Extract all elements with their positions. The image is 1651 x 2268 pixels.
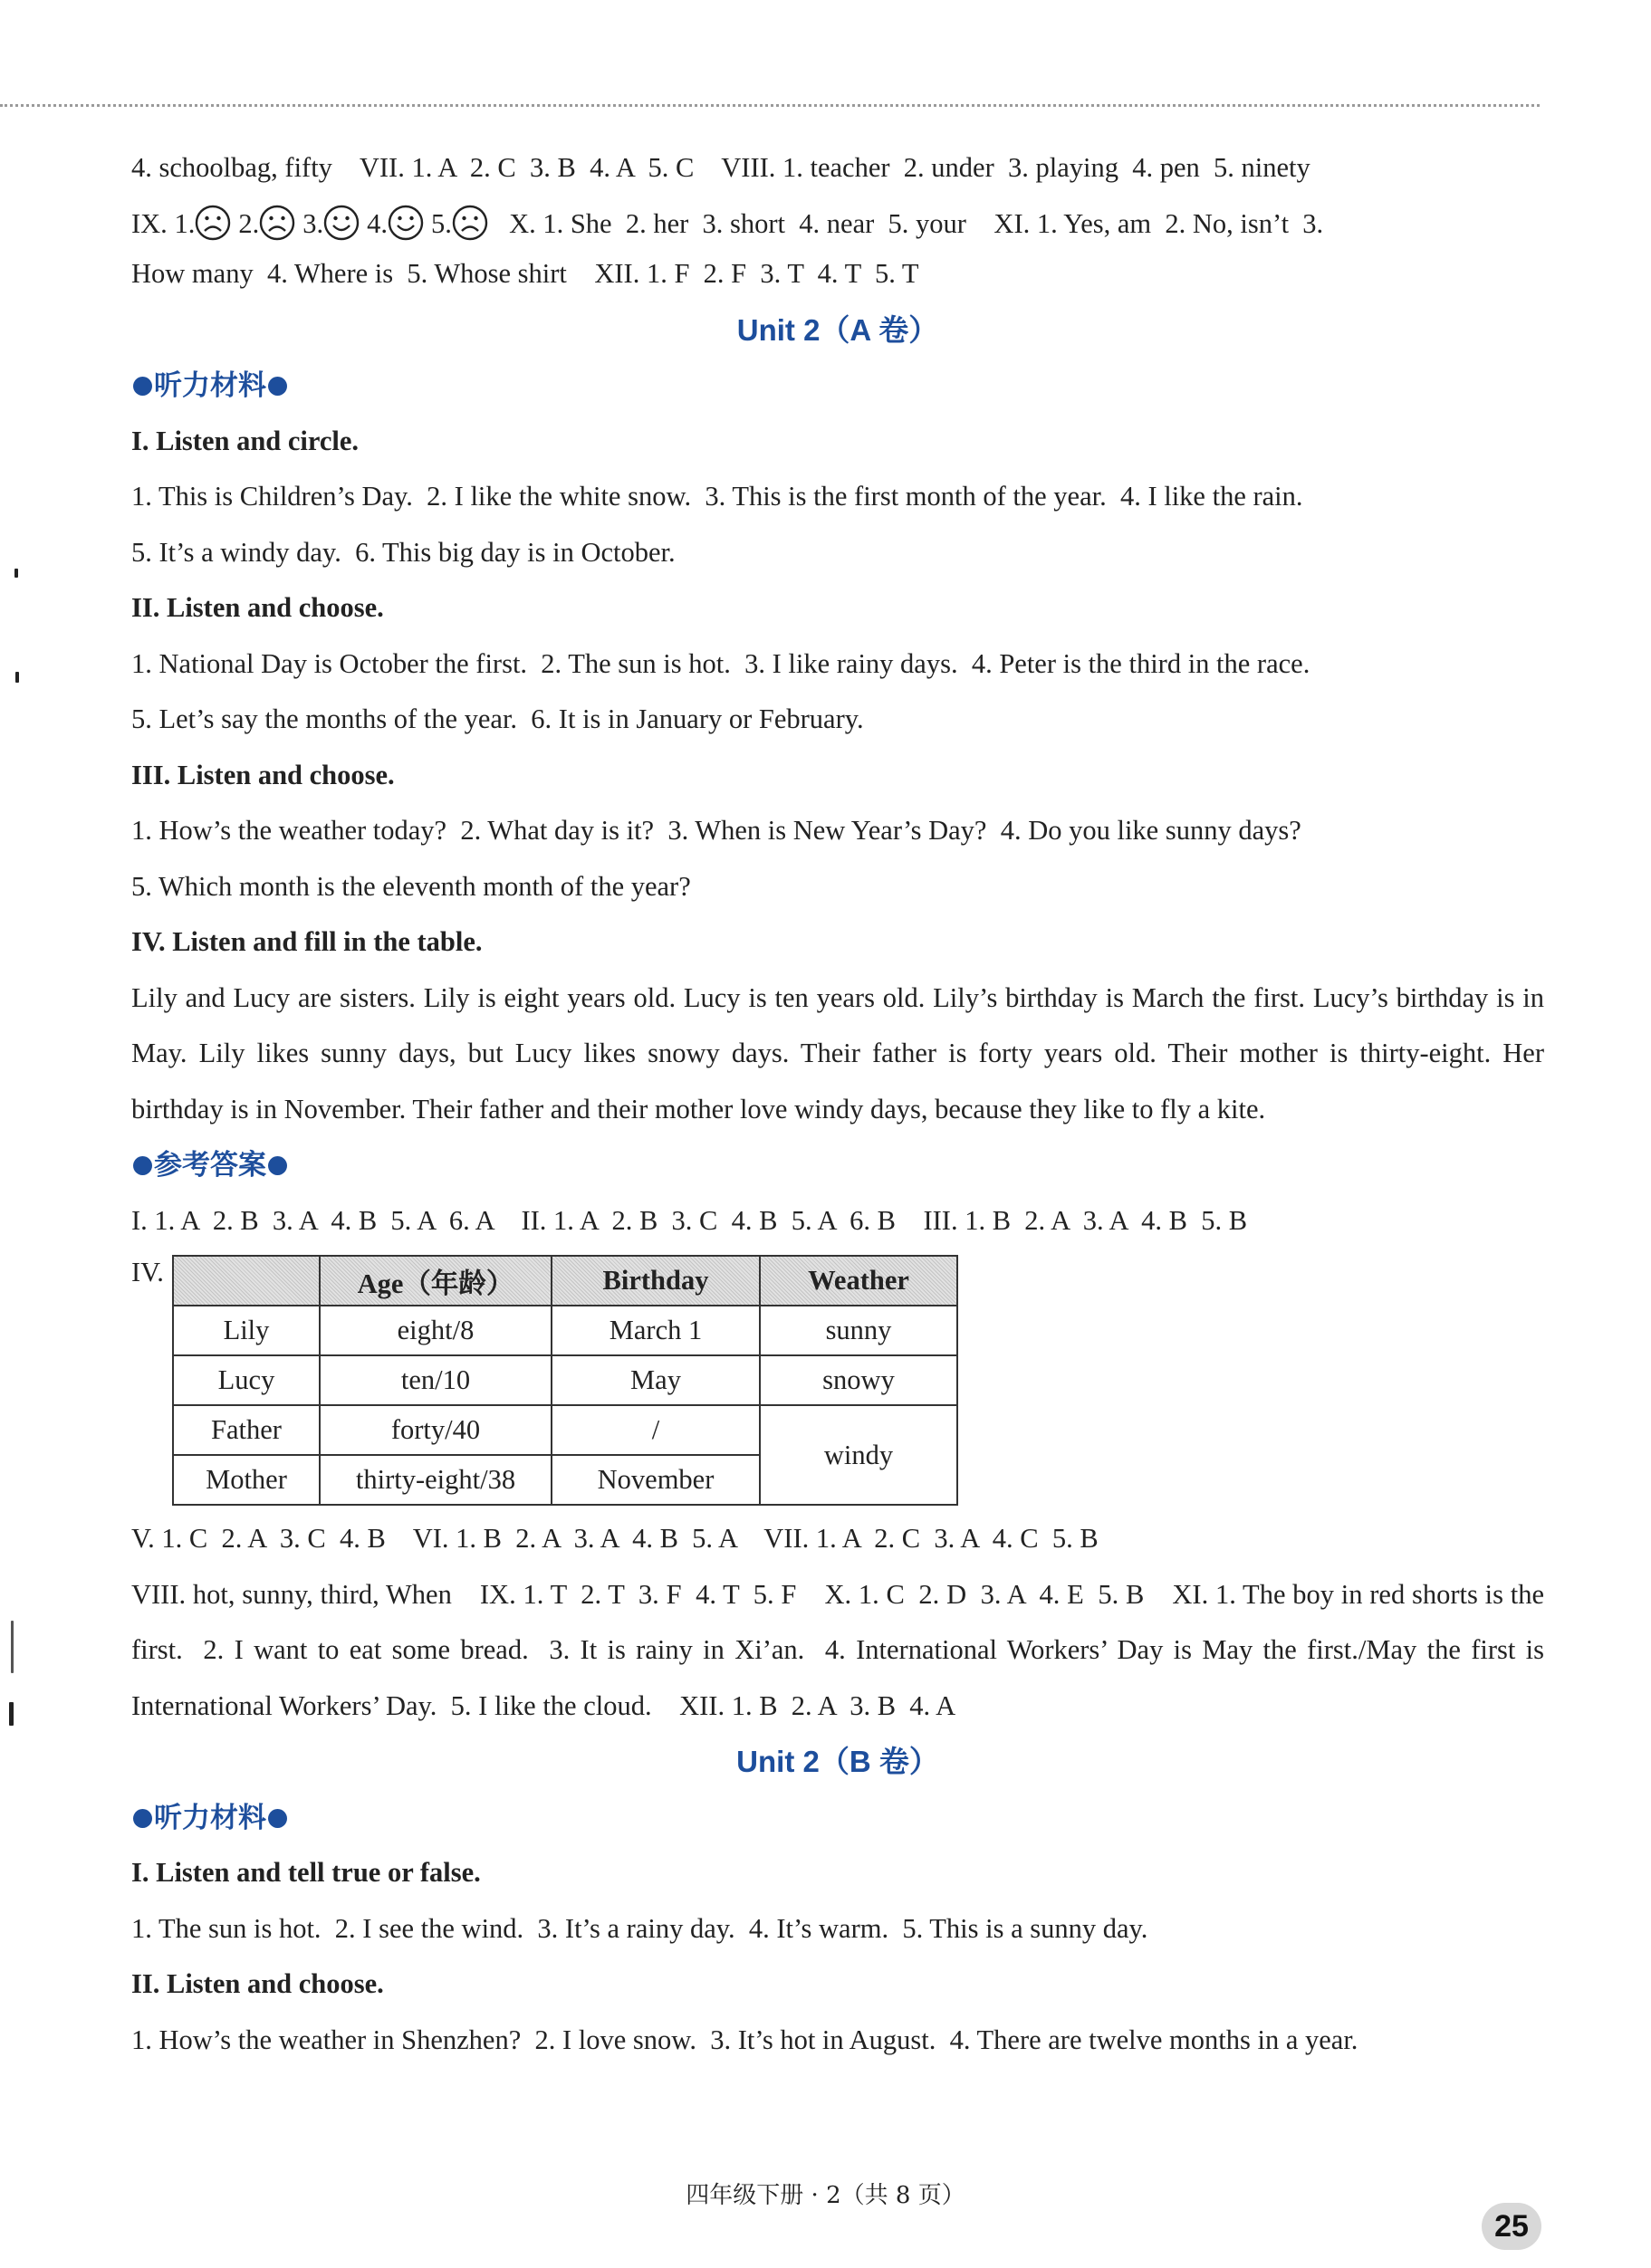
face-item	[431, 208, 495, 239]
top-dotted-rule	[0, 104, 1540, 107]
answer-line: How many 4. Where is 5. Whose shirt XII. 1. F 2. F 3. T 4. T 5. T	[131, 258, 919, 289]
face-item	[238, 208, 302, 239]
table-row	[173, 1355, 957, 1405]
table-cell: /	[552, 1405, 760, 1455]
table-cell: thirty-eight/38	[320, 1455, 552, 1505]
table-row	[173, 1405, 957, 1455]
face-item-number: 1.	[174, 207, 196, 239]
table-cell: May	[552, 1355, 760, 1405]
margin-mark	[15, 672, 19, 683]
sad-face-icon	[452, 205, 488, 241]
page-content	[131, 140, 1551, 2068]
table-cell: snowy	[760, 1355, 957, 1405]
table-header-row	[173, 1256, 957, 1306]
table-label: IV.	[131, 1257, 164, 1287]
section-heading: II. Listen and choose.	[131, 592, 384, 623]
listening-line: 1. How’s the weather today? 2. What day is it? 3. When is New Year’s Day? 4. Do you like sunny days?	[131, 815, 1301, 846]
margin-mark	[14, 569, 18, 578]
happy-face-icon	[388, 205, 424, 241]
table-cell: eight/8	[320, 1306, 552, 1355]
table-header-cell: Weather	[760, 1256, 957, 1306]
answer-table-block	[131, 1252, 1544, 1511]
table-cell: Lily	[173, 1306, 320, 1355]
table-row	[173, 1306, 957, 1355]
sad-face-icon	[195, 205, 231, 241]
table-cell: November	[552, 1455, 760, 1505]
answers-label-text: 参考答案	[154, 1149, 266, 1181]
listening-label-text: 听力材料	[154, 369, 266, 401]
answer-line-ix	[131, 196, 1544, 253]
answer-line-rest: X. 1. She 2. her 3. short 4. near 5. your XI. 1. Yes, am 2. No, isn’t 3.	[509, 207, 1324, 239]
listening-line: 1. The sun is hot. 2. I see the wind. 3. It’s a rainy day. 4. It’s warm. 5. This is a sunny day.	[131, 1912, 1148, 1944]
section-heading: I. Listen and tell true or false.	[131, 1857, 481, 1888]
listening-line: 1. How’s the weather in Shenzhen? 2. I love snow. 3. It’s hot in August. 4. There are twelve months in a year.	[131, 2024, 1358, 2055]
answers-label	[131, 1137, 1544, 1193]
bullet-dot-icon	[268, 1809, 287, 1828]
table-cell: forty/40	[320, 1405, 552, 1455]
section-heading: I. Listen and circle.	[131, 425, 360, 456]
listening-line: 5. It’s a windy day. 6. This big day is in October.	[131, 536, 676, 568]
section-heading: III. Listen and choose.	[131, 759, 395, 790]
ix-prefix: IX.	[131, 207, 168, 239]
sad-face-icon	[259, 205, 295, 241]
table-header-cell	[173, 1256, 320, 1306]
listening-label-text: 听力材料	[154, 1801, 266, 1833]
table-cell: Father	[173, 1405, 320, 1455]
listening-line: 1. National Day is October the first. 2. The sun is hot. 3. I like rainy days. 4. Peter is the third in the race.	[131, 647, 1310, 679]
bullet-dot-icon	[268, 377, 287, 396]
face-item	[367, 208, 431, 239]
section-heading: II. Listen and choose.	[131, 1968, 384, 1999]
answer-table	[172, 1255, 958, 1506]
listening-line: 5. Which month is the eleventh month of the year?	[131, 870, 691, 902]
margin-mark	[9, 1702, 14, 1726]
listening-line: 5. Let’s say the months of the year. 6. It is in January or February.	[131, 703, 864, 734]
margin-mark	[11, 1621, 14, 1673]
bullet-dot-icon	[268, 1156, 287, 1175]
listening-line: 1. This is Children’s Day. 2. I like the white snow. 3. This is the first month of the year. 4. I like the rain.	[131, 481, 1303, 512]
face-item	[302, 208, 367, 239]
answer-paragraph: VIII. hot, sunny, third, When IX. 1. T 2. T 3. F 4. T 5. F X. 1. C 2. D 3. A 4. E 5. B XI. 1. The boy in red shorts is the first. 2. I want to eat some bread. 3. It is rainy in Xi’an. 4. International Workers’ Day is May the first./May the first is International Workers’ Day. 5. I like the cloud. XII. 1. B 2. A 3. B 4. A	[131, 1578, 1551, 1721]
answer-line: 4. schoolbag, fifty VII. 1. A 2. C 3. B 4. A 5. C VIII. 1. teacher 2. under 3. playing 4. pen 5. ninety	[131, 152, 1310, 183]
page-number-badge: 25	[1482, 2203, 1541, 2250]
bullet-dot-icon	[133, 1156, 152, 1175]
face-item-number: 5.	[430, 207, 452, 239]
table-cell: Mother	[173, 1455, 320, 1505]
listening-paragraph: Lily and Lucy are sisters. Lily is eight years old. Lucy is ten years old. Lily’s birthday is March the first. Lucy’s birthday is in May. Lily likes sunny days, but Lucy likes snowy days. Their father is forty years old. Their mother is thirty-eight. Her birthday is in November. Their father and their mother love windy days, because they like to fly a kite.	[131, 981, 1544, 1124]
table-header-cell: Birthday	[552, 1256, 760, 1306]
unit-title: Unit 2（B 卷）	[736, 1745, 939, 1778]
happy-face-icon	[323, 205, 360, 241]
listening-label	[131, 358, 1544, 414]
section-heading: IV. Listen and fill in the table.	[131, 926, 483, 957]
face-item-number: 2.	[238, 207, 260, 239]
table-cell: March 1	[552, 1306, 760, 1355]
answer-line: I. 1. A 2. B 3. A 4. B 5. A 6. A II. 1. A 2. B 3. C 4. B 5. A 6. B III. 1. B 2. A 3. A 4. B 5. B	[131, 1204, 1248, 1236]
face-item	[174, 208, 238, 239]
bullet-dot-icon	[133, 377, 152, 396]
listening-label	[131, 1790, 1544, 1846]
bullet-dot-icon	[133, 1809, 152, 1828]
face-item-number: 3.	[302, 207, 324, 239]
table-header-cell: Age（年龄）	[320, 1256, 552, 1306]
table-cell: sunny	[760, 1306, 957, 1355]
table-cell-merged: windy	[760, 1405, 957, 1505]
table-cell: ten/10	[320, 1355, 552, 1405]
unit-title: Unit 2（A 卷）	[736, 312, 939, 347]
table-cell: Lucy	[173, 1355, 320, 1405]
page-footer: 四年级下册 · 2（共 8 页）	[686, 2182, 965, 2209]
answer-line: V. 1. C 2. A 3. C 4. B VI. 1. B 2. A 3. A 4. B 5. A VII. 1. A 2. C 3. A 4. C 5. B	[131, 1523, 1099, 1554]
face-item-number: 4.	[367, 207, 388, 239]
